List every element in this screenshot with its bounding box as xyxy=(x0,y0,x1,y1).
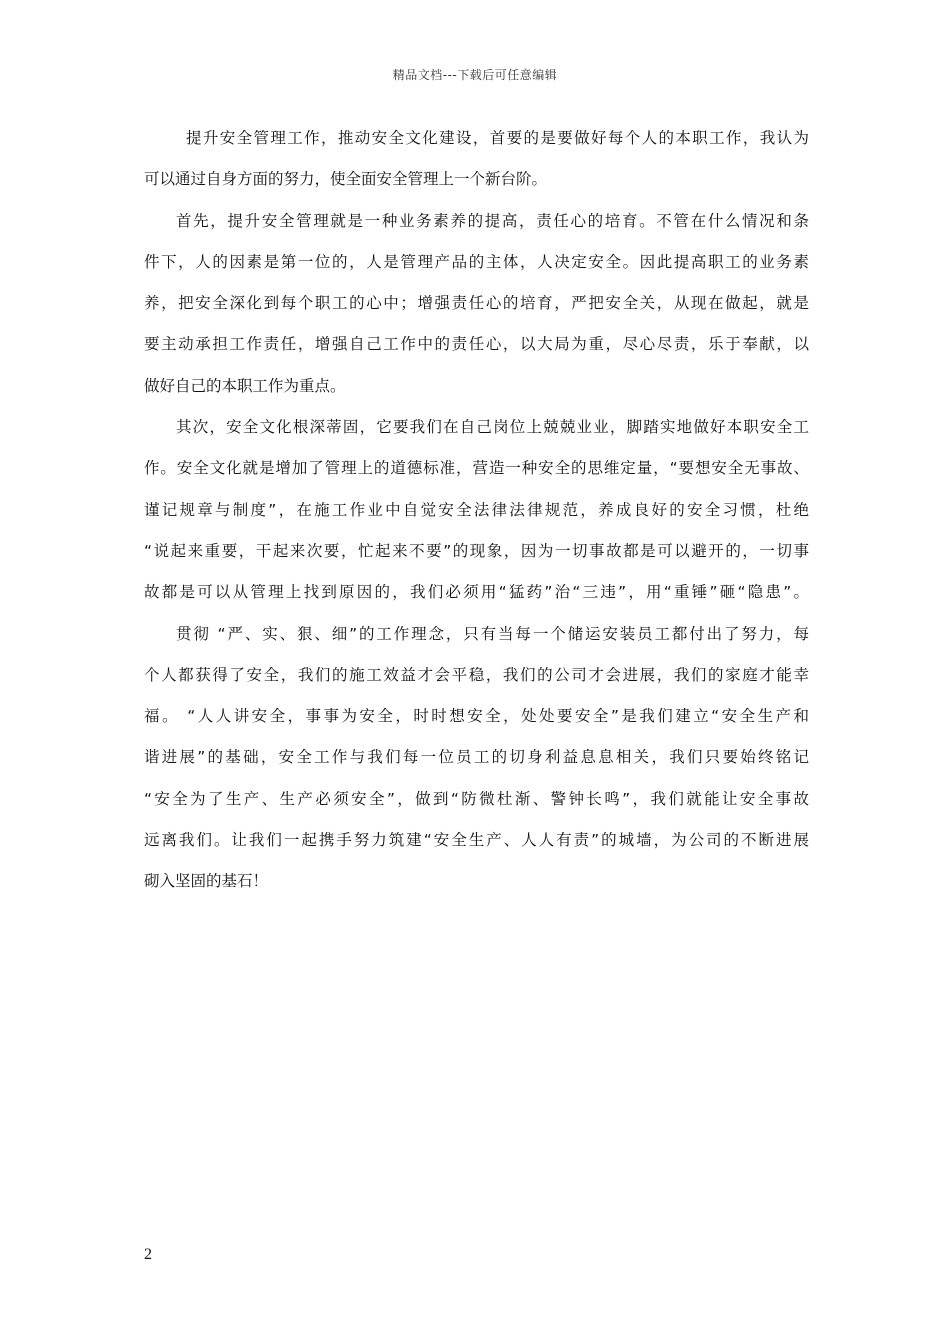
paragraph-line: 其次，安全文化根深蒂固，它要我们在自己岗位上兢兢业业，脚踏实地做好本职安全工 xyxy=(176,418,809,437)
paragraph-line: 提升安全管理工作，推动安全文化建设，首要的是要做好每个人的本职工作，我认为 xyxy=(186,129,809,147)
paragraph-line: “安全为了生产、生产必须安全”，做到“防微杜渐、警钟长鸣”，我们就能让安全事故 xyxy=(144,789,809,808)
paragraph-line: 做好自己的本职工作为重点。 xyxy=(144,376,346,395)
paragraph-line: 件下，人的因素是第一位的，人是管理产品的主体，人决定安全。因此提高职工的业务素 xyxy=(144,252,809,271)
paragraph-line: 首先，提升安全管理就是一种业务素养的提高，责任心的培育。不管在什么情况和条 xyxy=(176,211,809,230)
paragraph-line: 谐进展”的基础，安全工作与我们每一位员工的切身利益息息相关，我们只要始终铭记 xyxy=(144,748,809,767)
paragraph-line: 谨记规章与制度”，在施工作业中自觉安全法律法律规范，养成良好的安全习惯，杜绝 xyxy=(144,500,809,519)
paragraph-line: 福。 “人人讲安全，事事为安全，时时想安全，处处要安全”是我们建立“安全生产和 xyxy=(144,707,809,726)
paragraph-3 xyxy=(144,407,809,613)
paragraph-2 xyxy=(144,201,809,407)
page-number: 2 xyxy=(144,1246,152,1263)
paragraph-line: 作。安全文化就是增加了管理上的道德标准，营造一种安全的思维定量，“要想安全无事故、 xyxy=(144,459,809,478)
paragraph-line: 故都是可以从管理上找到原因的，我们必须用“猛药”治“三违”，用“重锤”砸“隐患”。 xyxy=(144,583,809,602)
paragraph-line: 要主动承担工作责任，增强自己工作中的责任心，以大局为重，尽心尽责，乐于奉献，以 xyxy=(144,335,809,354)
page-header: 精品文档---下载后可任意编辑 xyxy=(392,68,558,82)
paragraph-line: 贯彻 “严、实、狠、细”的工作理念，只有当每一个储运安装员工都付出了努力，每 xyxy=(176,624,809,643)
paragraph-line: 远离我们。让我们一起携手努力筑建“安全生产、人人有责”的城墙，为公司的不断进展 xyxy=(144,831,809,850)
document-body xyxy=(144,118,809,903)
paragraph-4 xyxy=(144,614,809,903)
paragraph-line: 砌入坚固的基石！ xyxy=(144,872,269,891)
paragraph-line: 可以通过自身方面的努力，使全面安全管理上一个新台阶。 xyxy=(144,170,548,189)
paragraph-line: “说起来重要，干起来次要，忙起来不要”的现象，因为一切事故都是可以避开的，一切事 xyxy=(144,541,809,560)
paragraph-1 xyxy=(144,118,809,201)
paragraph-line: 个人都获得了安全，我们的施工效益才会平稳，我们的公司才会进展，我们的家庭才能幸 xyxy=(144,665,809,684)
paragraph-line: 养，把安全深化到每个职工的心中；增强责任心的培育，严把安全关，从现在做起，就是 xyxy=(144,294,809,313)
